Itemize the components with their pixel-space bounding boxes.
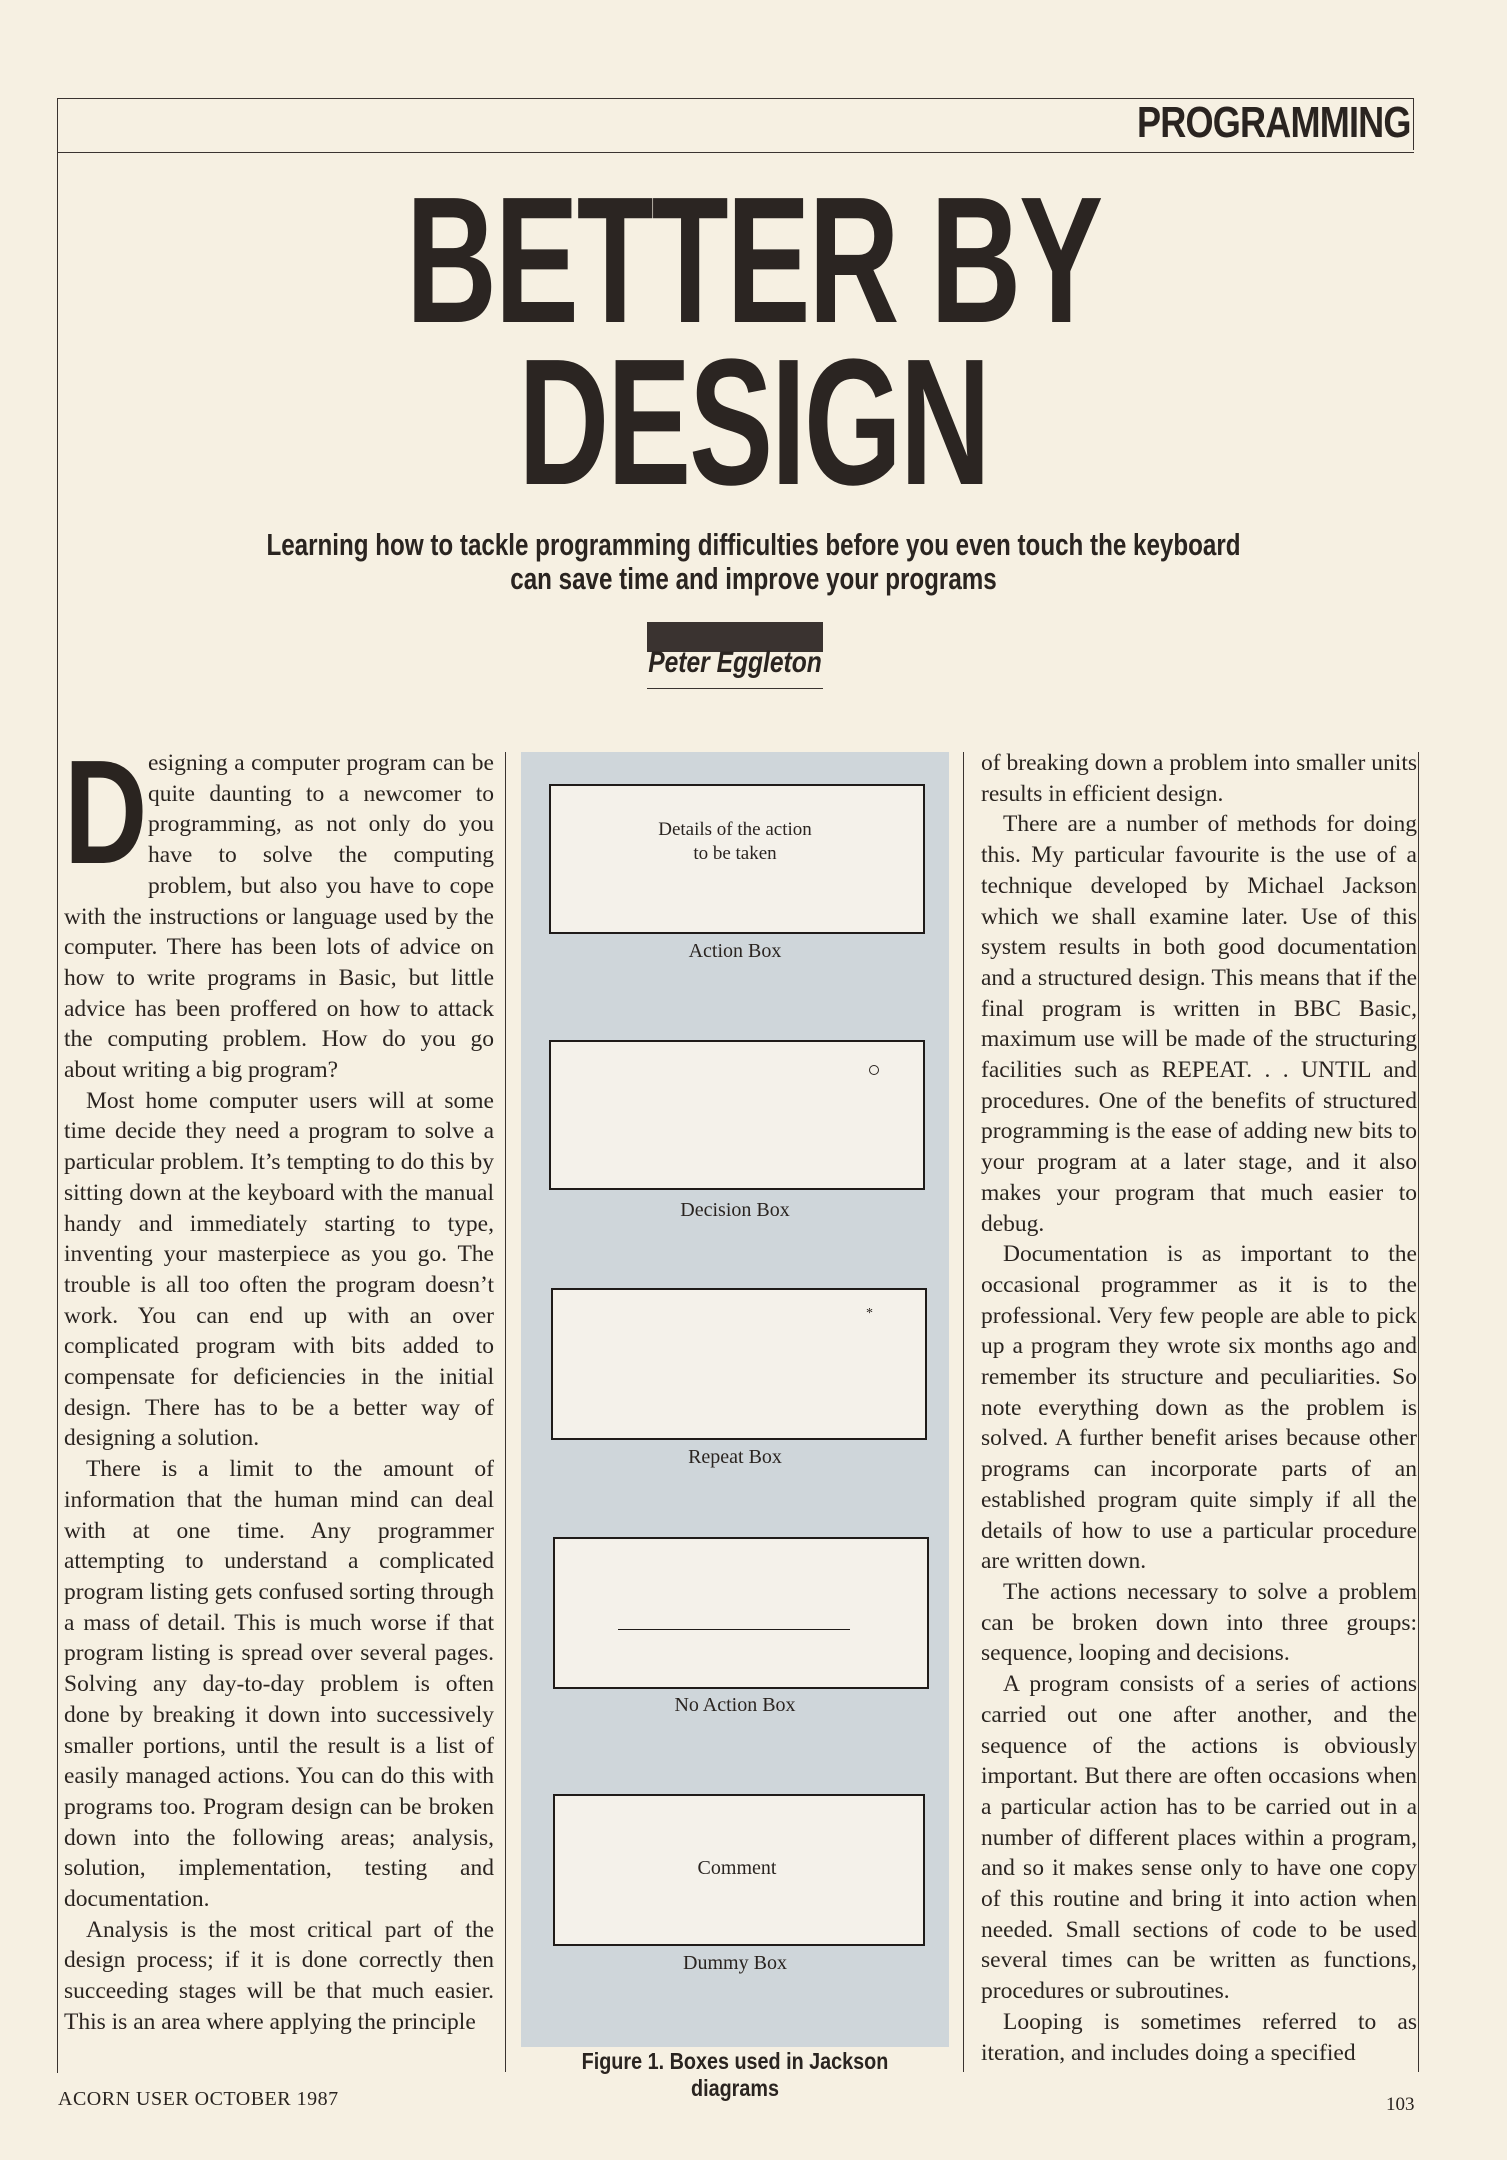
standfirst-line-1: Learning how to tackle programming difficulties before you even touch the keyboard [266, 527, 1241, 562]
page-title [226, 160, 1281, 523]
paragraph: The actions necessary to solve a problem can be broken down into three groups: sequence, looping and decisions. [981, 1578, 1417, 1667]
article-column-3 [981, 748, 1417, 2068]
paragraph: of breaking down a problem into smaller units results in efficient design. [981, 750, 1417, 807]
headline-line-2: DESIGN [518, 322, 989, 523]
decision-marker-icon [869, 1065, 879, 1075]
paragraph: A program consists of a series of actions carried out one after another, and the sequence of the actions is obviously important. But there are often occasions when a particular action has to be carried out in a number of different places within a program, and so it makes sense only to have one copy of this routine and bring it into action when needed. Small sections of code to be used several times can be written as functions, procedures or subroutines. [981, 1671, 1417, 2005]
column-rule-2 [963, 752, 964, 2072]
header-rule [58, 152, 1414, 153]
drop-cap: D [64, 730, 148, 895]
column-rule-3 [1418, 752, 1419, 2072]
dummy-box-text: Comment [697, 1857, 777, 1879]
paragraph: Looping is sometimes referred to as iteration, and includes doing a specified [981, 2008, 1417, 2066]
decision-box [549, 1040, 925, 1190]
headline-line-1: BETTER BY [405, 160, 1102, 361]
section-label: PROGRAMMING [1137, 98, 1411, 147]
paragraph: Analysis is the most critical part of the design process; if it is done correctly then succeeding stages will be that much easier. This is an area where applying the principle [64, 1916, 494, 2035]
page-number: 103 [1386, 2094, 1415, 2115]
right-frame-rule [1413, 98, 1414, 150]
figure-caption: Figure 1. Boxes used in Jackson diagrams [581, 2048, 889, 2101]
byline: Peter Eggleton [648, 646, 822, 679]
paragraph: There is a limit to the amount of information that the human mind can deal with at one time. Any programmer attempting to understand a complicated program listing gets confused sorting through a mass of detail. This is much worse if that program listing is spread over several pages. Solving any day-to-day problem is often done by breaking it down into successively smaller portions, until the result is a list of easily managed actions. You can do this with programs too. Program design can be broken down into the following areas; analysis, solution, implementation, testing and documentation. [64, 1456, 494, 1913]
action-box-text: Details of the action to be taken [658, 819, 812, 864]
publication-footer: ACORN USER OCTOBER 1987 [58, 2088, 339, 2110]
paragraph: There are a number of methods for doing this. My particular favourite is the use of a technique developed by Michael Jackson which we shall examine later. Use of this system results in both good documentation and a structured design. This means that if the final program is written in BBC Basic, maximum use will be made of the structuring facilities such as REPEAT. . . UNTIL and procedures. One of the benefits of structured programming is the ease of adding new bits to your program at a later stage, and it also makes your program that much easier to debug. [981, 811, 1417, 1237]
decision-box-label: Decision Box [680, 1199, 790, 1221]
action-box-label: Action Box [688, 940, 782, 962]
no-action-line [618, 1629, 850, 1630]
paragraph: Documentation is as important to the occasional programmer as it is to the professional. Very few people are able to pick up a program they wrote six months ago and remember its structure and peculiarities. So note everything down as the problem is solved. A further benefit arises because other programs can incorporate parts of an established program quite simply if all the details of how to use a particular procedure are written down. [981, 1241, 1417, 1575]
byline-rule [647, 688, 823, 689]
article-column-1 [64, 730, 494, 2038]
paragraph: Most home computer users will at some time decide they need a program to solve a particular problem. It’s tempting to do this by sitting down at the keyboard with the manual handy and immediately starting to type, inventing your masterpiece as you go. The trouble is all too often the program doesn’t work. You can end up with an over complicated program with bits added to compensate for deficiencies in the initial design. There has to be a better way of designing a solution. [64, 1087, 494, 1452]
repeat-marker-icon: * [866, 1306, 873, 1321]
paragraph: esigning a computer program can be quite daunting to a newcomer to programming, as not only do you have to solve the computing problem, but also you have to cope with the instructions or language used by the computer. There has been lots of advice on how to write programs in Basic, but little advice has been proffered on how to attack the computing problem. How do you go about writing a big program? [64, 750, 494, 1084]
dummy-box-label: Dummy Box [683, 1952, 787, 1974]
standfirst [166, 528, 1341, 596]
repeat-box-label: Repeat Box [688, 1446, 782, 1468]
standfirst-line-2: can save time and improve your programs [510, 561, 997, 596]
column-rule-1 [505, 752, 506, 2072]
left-frame-rule [57, 98, 58, 2073]
no-action-box-label: No Action Box [674, 1694, 796, 1716]
no-action-box [553, 1537, 929, 1689]
